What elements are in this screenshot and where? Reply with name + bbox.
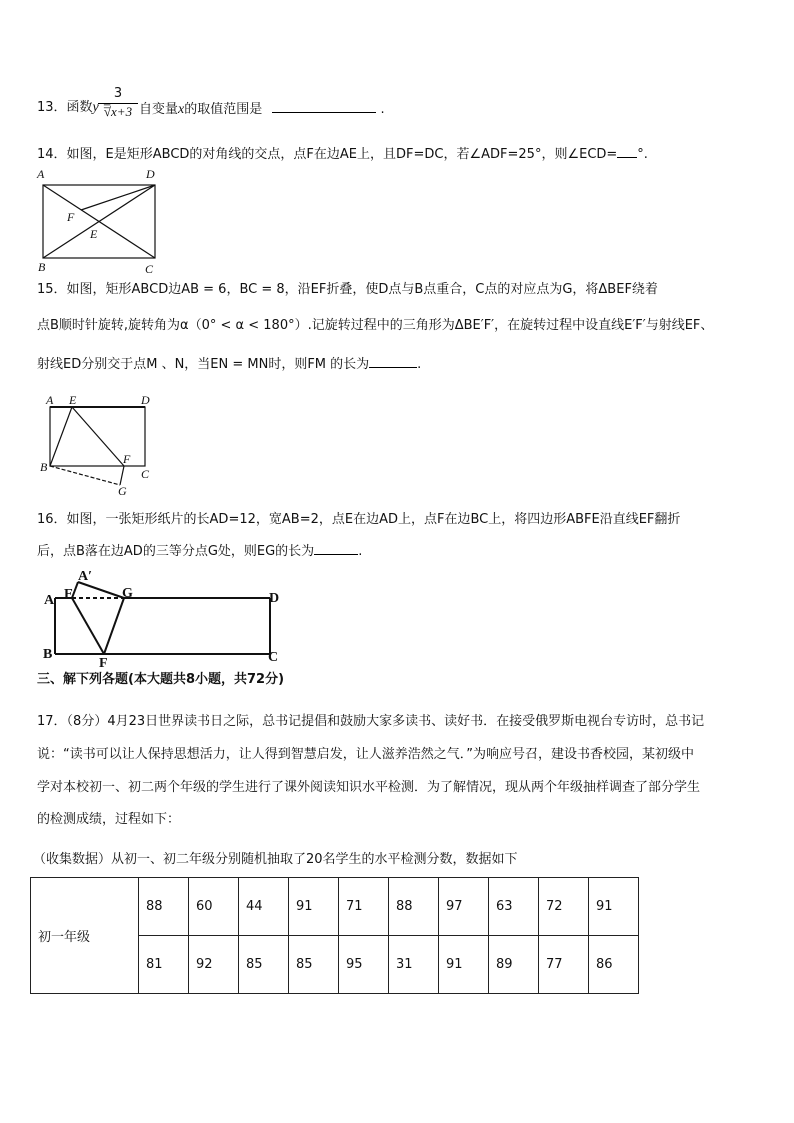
q17-collect-data: （收集数据）从初一、初二年级分别随机抽取了20名学生的水平检测分数，数据如下	[33, 852, 518, 867]
q13-prefix: 13．函数y =	[37, 100, 112, 115]
q16-label-b: B	[43, 647, 53, 662]
table-cell: 95	[339, 936, 389, 994]
q14-label-f: F	[67, 210, 75, 224]
q14-label-d: D	[146, 167, 155, 181]
table-cell: 31	[389, 936, 439, 994]
q15-label-g: G	[118, 484, 127, 498]
q14-label-e: E	[90, 227, 98, 241]
table-cell: 91	[289, 878, 339, 936]
q15-line3: 射线ED分别交于点M 、N，当EN = MN时，则FM 的长为 .	[37, 357, 422, 372]
table-cell: 91	[589, 878, 639, 936]
q14-label-a: A	[37, 167, 45, 181]
q15-label-c: C	[141, 467, 150, 481]
table-cell: 85	[239, 936, 289, 994]
q16-line1: 16．如图，一张矩形纸片的长AD=12，宽AB=2，点E在边AD上，点F在边BC上，将四边形ABFE沿直线EF翻折	[37, 512, 681, 527]
table-cell: 81	[139, 936, 189, 994]
q14-segment-df	[81, 185, 155, 210]
q15-label-a: A	[46, 393, 54, 407]
q17-line4: 的检测成绩，过程如下：	[37, 812, 181, 827]
q15-label-f: F	[123, 452, 131, 466]
q16-line2: 后，点B落在边AD的三等分点G处，则EG的长为 .	[37, 544, 363, 559]
table-cell: 91	[439, 936, 489, 994]
section-heading: 三、解下列各题(本大题共8小题，共72分)	[37, 672, 285, 687]
q16-label-a: A	[44, 593, 55, 608]
q16-answer-blank[interactable]	[314, 542, 358, 555]
q16-label-f: F	[99, 656, 108, 671]
q17-line2: 说：“读书可以让人保持思想活力，让人得到智慧启发，让人滋养浩然之气．”为响应号召，建设书香校园，某初级中	[37, 747, 694, 762]
q14-label-c: C	[145, 262, 154, 276]
q16-label-a-prime: A′	[78, 569, 93, 584]
table-cell: 85	[289, 936, 339, 994]
score-table	[30, 877, 639, 994]
table-cell: 71	[339, 878, 389, 936]
q17-line3: 学对本校初一、初二两个年级的学生进行了课外阅读知识水平检测．为了解情况，现从两个年级抽样调查了部分学生	[37, 780, 701, 795]
table-cell: 60	[189, 878, 239, 936]
q16-label-g: G	[122, 586, 133, 601]
q16-label-d: D	[269, 591, 280, 606]
q16-label-c: C	[268, 650, 279, 665]
q14-label-b: B	[38, 260, 46, 274]
table-row	[31, 878, 639, 936]
q17-line1: 17．（8分）4月23日世界读书日之际，总书记提倡和鼓励大家多读书、读好书．在接受俄罗斯电视台专访时，总书记	[37, 714, 705, 729]
table-cell: 89	[489, 936, 539, 994]
q13-suffix: 自变量x的取值范围是 .	[139, 102, 385, 117]
q15-label-e: E	[69, 393, 77, 407]
q15-answer-blank[interactable]	[369, 355, 417, 368]
table-cell: 86	[589, 936, 639, 994]
q15-label-d: D	[141, 393, 150, 407]
q15-line1: 15．如图，矩形ABCD边AB = 6，BC = 8，沿EF折叠，使D点与B点重合，C点的对应点为G，将ΔBEF绕着	[37, 282, 658, 297]
table-cell: 63	[489, 878, 539, 936]
q16-label-e: E	[64, 587, 74, 602]
table-cell: 44	[239, 878, 289, 936]
q13-numerator: 3	[113, 86, 123, 101]
table-cell: 72	[539, 878, 589, 936]
table-cell: 88	[139, 878, 189, 936]
table-cell: 88	[389, 878, 439, 936]
q15-line2: 点B顺时针旋转,旋转角为α（0° < α < 180°）.记旋转过程中的三角形为ΔBE′F′，在旋转过程中设直线E′F′与射线EF、	[37, 318, 714, 333]
q13-denominator: √x+3	[103, 104, 133, 119]
q15-label-b: B	[40, 460, 48, 474]
table-cell: 77	[539, 936, 589, 994]
q14-text: 14．如图，E是矩形ABCD的对角线的交点，点F在边AE上，且DF=DC，若∠ADF=25°，则∠ECD= °.	[37, 147, 648, 162]
table-cell: 92	[189, 936, 239, 994]
table-cell: 97	[439, 878, 489, 936]
row-header: 初一年级	[31, 878, 139, 994]
